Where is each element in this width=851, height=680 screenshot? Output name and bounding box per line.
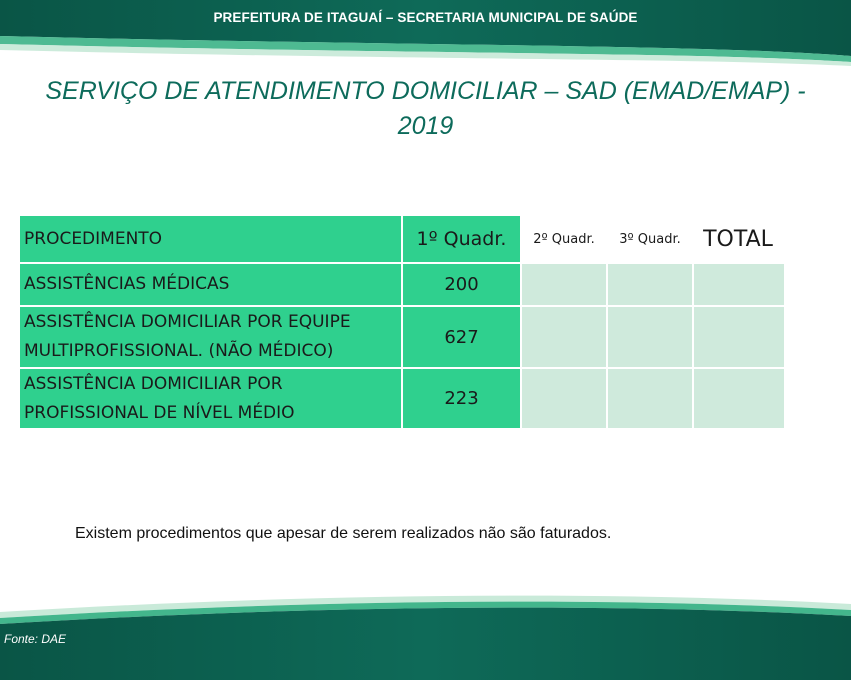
row-2-q1: 627	[403, 307, 520, 367]
page-title	[20, 74, 831, 144]
row-2-procedimento: ASSISTÊNCIA DOMICILIAR POR EQUIPE MULTIPROFISSIONAL. (NÃO MÉDICO)	[20, 307, 401, 367]
header-q3: 3º Quadr.	[619, 231, 681, 247]
bottom-banner	[0, 590, 851, 680]
header-q1: 1º Quadr.	[403, 216, 520, 262]
row-1-q3	[608, 264, 692, 305]
row-2-q3	[608, 307, 692, 367]
row-3-q2	[522, 369, 606, 428]
row-2-q2	[522, 307, 606, 367]
page-title-line1: SERVIÇO DE ATENDIMENTO DOMICILIAR – SAD (EMAD/EMAP) -	[45, 77, 806, 105]
row-1-q1: 200	[403, 264, 520, 305]
header-procedimento: PROCEDIMENTO	[20, 216, 401, 262]
note-text: Existem procedimentos que apesar de serem realizados não são faturados.	[75, 525, 612, 542]
header-q2: 2º Quadr.	[533, 231, 595, 247]
row-1-q2	[522, 264, 606, 305]
row-1-procedimento: ASSISTÊNCIAS MÉDICAS	[20, 264, 401, 305]
row-3-q3	[608, 369, 692, 428]
row-3-procedimento: ASSISTÊNCIA DOMICILIAR POR PROFISSIONAL DE NÍVEL MÉDIO	[20, 369, 401, 428]
header-total: TOTAL	[703, 226, 773, 252]
source-label: Fonte: DAE	[4, 632, 67, 646]
row-2-total	[694, 307, 784, 367]
banner-title: PREFEITURA DE ITAGUAÍ – SECRETARIA MUNICIPAL DE SAÚDE	[213, 10, 638, 25]
row-3-total	[694, 369, 784, 428]
page-title-line2: 2019	[397, 112, 454, 140]
row-1-total	[694, 264, 784, 305]
row-3-q1: 223	[403, 369, 520, 428]
